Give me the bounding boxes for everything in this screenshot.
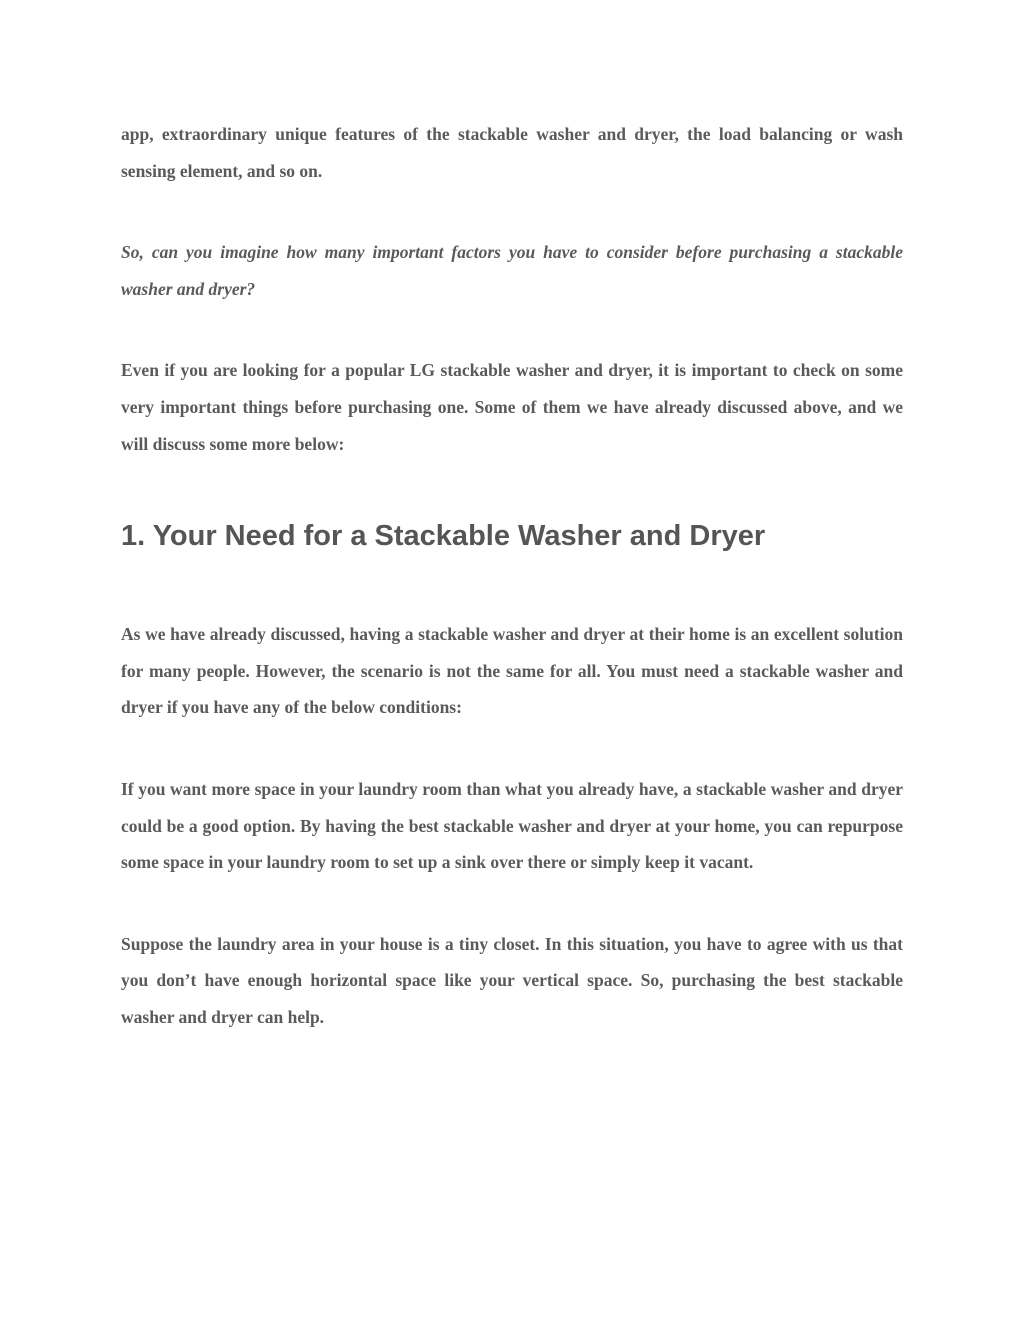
paragraph-need-intro: As we have already discussed, having a stackable washer and dryer at their home is an excellent solution for many people. However, the scenario is not the same for all. You must need a stackable washer and dryer if you have any of the below conditions: bbox=[121, 624, 903, 718]
paragraph-italic-question: So, can you imagine how many important factors you have to consider before purchasing a stackable washer and dryer? bbox=[121, 242, 903, 299]
document-page bbox=[121, 116, 903, 1036]
section-heading: 1. Your Need for a Stackable Washer and Dryer bbox=[121, 520, 766, 553]
paragraph-lg-intro: Even if you are looking for a popular LG stackable washer and dryer, it is important to check on some very important things before purchasing one. Some of them we have already discussed above, and we will discuss some more below: bbox=[121, 360, 903, 454]
paragraph-tiny-closet: Suppose the laundry area in your house is a tiny closet. In this situation, you have to agree with us that you don’t have enough horizontal space like your vertical space. So, purchasing the best stackable washer and dryer can help. bbox=[121, 933, 903, 1027]
paragraph-more-space: If you want more space in your laundry room than what you already have, a stackable washer and dryer could be a good option. By having the best stackable washer and dryer at your home, you can repurpose some space in your laundry room to set up a sink over there or simply keep it vacant. bbox=[121, 778, 903, 873]
paragraph-features-continued: app, extraordinary unique features of the stackable washer and dryer, the load balancing or wash sensing element, and so on. bbox=[121, 124, 903, 181]
